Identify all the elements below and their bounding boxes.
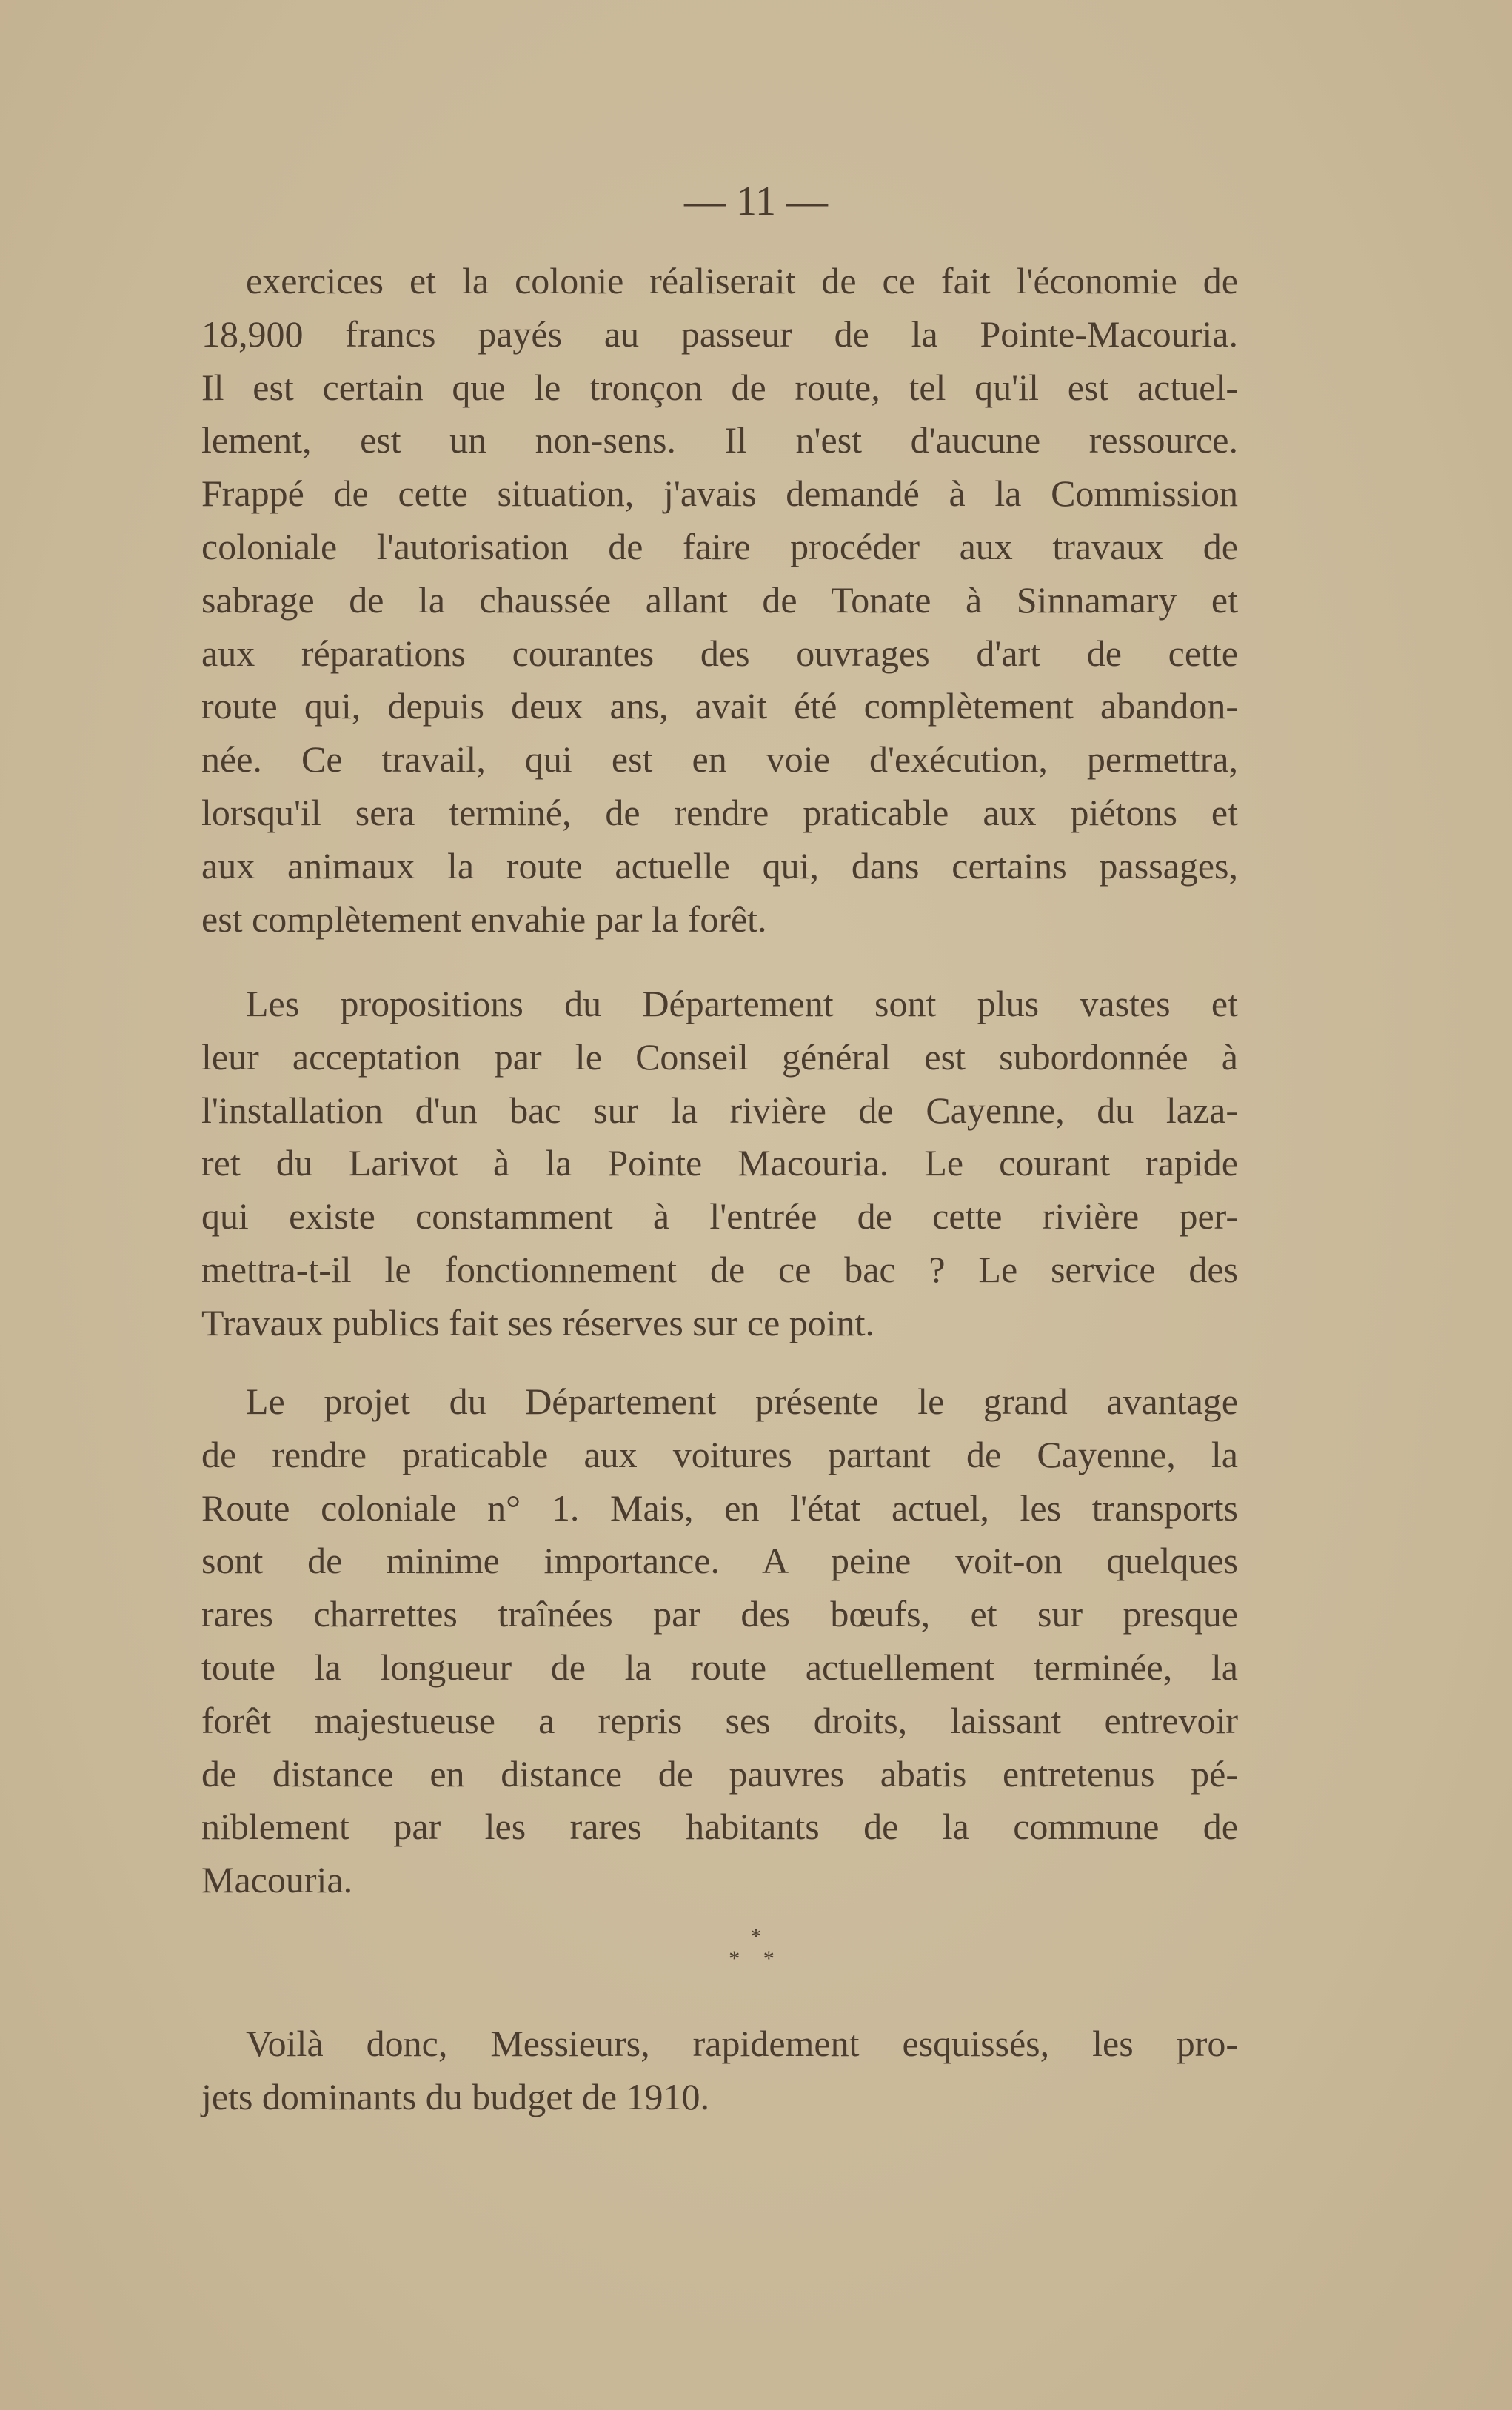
text-line: Voilà donc, Messieurs, rapidement esquissés, les pro- <box>246 2023 1238 2064</box>
text-line: Travaux publics fait ses réserves sur ce point. <box>201 1301 875 1343</box>
paragraph-2 <box>201 978 1238 1350</box>
text-line: coloniale l'autorisation de faire procéder aux travaux de <box>201 525 1238 567</box>
text-line: l'installation d'un bac sur la rivière de Cayenne, du laza- <box>201 1089 1238 1131</box>
text-line: Route coloniale n° 1. Mais, en l'état actuel, les transports <box>201 1486 1238 1529</box>
text-line: Il est certain que le tronçon de route, tel qu'il est actuel- <box>201 366 1238 408</box>
text-line: 18,900 francs payés au passeur de la Pointe-Macouria. <box>201 313 1238 355</box>
text-line: Macouria. <box>201 1859 353 1901</box>
text-line: de rendre praticable aux voitures partant de Cayenne, la <box>201 1433 1238 1475</box>
text-line: sont de minime importance. A peine voit-on quelques <box>201 1540 1238 1582</box>
text-line: lorsqu'il sera terminé, de rendre praticable aux piétons et <box>201 791 1238 833</box>
text-line: jets dominants du budget de 1910. <box>201 2075 710 2117</box>
text-line: leur acceptation par le Conseil général est subordonnée à <box>201 1035 1238 1078</box>
text-line: niblement par les rares habitants de la commune de <box>201 1806 1238 1848</box>
asterism-bottom: * * <box>729 1946 783 1971</box>
text-line: rares charrettes traînées par des bœufs, et sur presque <box>201 1593 1238 1635</box>
text-line: exercices et la colonie réaliserait de ce fait l'économie de <box>246 260 1238 301</box>
text-line: Frappé de cette situation, j'avais demandé à la Commission <box>201 473 1238 515</box>
text-line: née. Ce travail, qui est en voie d'exécution, permettra, <box>201 738 1238 781</box>
text-line: aux réparations courantes des ouvrages d'art de cette <box>201 632 1238 674</box>
text-line: forêt majestueuse a repris ses droits, laissant entrevoir <box>201 1699 1238 1741</box>
text-line: de distance en distance de pauvres abatis entretenus pé- <box>201 1752 1238 1795</box>
asterism-top: * <box>750 1924 762 1949</box>
asterism-separator <box>0 1926 1512 1970</box>
page-number: — 11 — <box>684 178 828 224</box>
text-line: Le projet du Département présente le grand avantage <box>246 1381 1238 1422</box>
text-line: Les propositions du Département sont plus vastes et <box>246 983 1238 1024</box>
text-line: qui existe constamment à l'entrée de cette rivière per- <box>201 1195 1238 1238</box>
text-line: aux animaux la route actuelle qui, dans certains passages, <box>201 844 1238 887</box>
paragraph-1 <box>201 255 1238 946</box>
text-line: sabrage de la chaussée allant de Tonate à Sinnamary et <box>201 578 1238 621</box>
text-line: est complètement envahie par la forêt. <box>201 898 767 940</box>
text-line: route qui, depuis deux ans, avait été complètement abandon- <box>201 685 1238 727</box>
text-line: mettra-t-il le fonctionnement de ce bac ? Le service des <box>201 1248 1238 1290</box>
text-line: toute la longueur de la route actuellement terminée, la <box>201 1646 1238 1688</box>
text-line: lement, est un non-sens. Il n'est d'aucune ressource. <box>201 419 1238 461</box>
paragraph-3 <box>201 1375 1238 1907</box>
paragraph-4 <box>201 2017 1238 2124</box>
text-line: ret du Larivot à la Pointe Macouria. Le courant rapide <box>201 1142 1238 1184</box>
